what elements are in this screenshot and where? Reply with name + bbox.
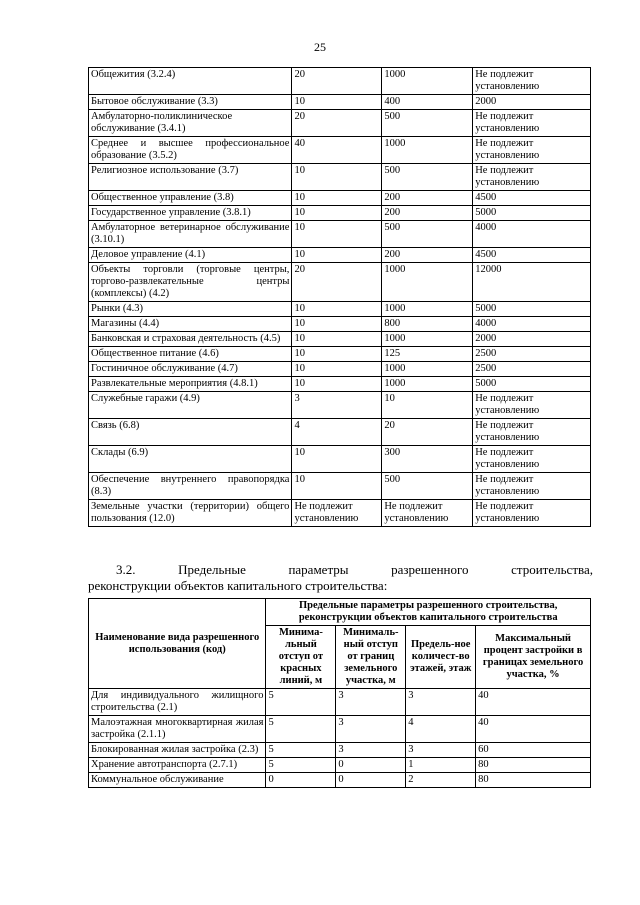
use-type-cell: Хранение автотранспорта (2.7.1) xyxy=(89,758,266,773)
use-type-cell: Банковская и страховая деятельность (4.5) xyxy=(89,332,292,347)
max-area-cell: Не подлежит установлению xyxy=(473,110,591,137)
table-row xyxy=(89,263,591,302)
table-row xyxy=(89,164,591,191)
use-type-cell: Склады (6.9) xyxy=(89,446,292,473)
header-building-percent: Максимальный процент застройки в границах земельного участка, % xyxy=(476,626,591,689)
table-row xyxy=(89,302,591,317)
red-line-setback-cell: 10 xyxy=(292,302,382,317)
use-type-cell: Общественное управление (3.8) xyxy=(89,191,292,206)
red-line-setback-cell: 5 xyxy=(266,743,336,758)
boundary-setback-cell: Не подлежит установлению xyxy=(382,500,473,527)
boundary-setback-cell: 1000 xyxy=(382,68,473,95)
boundary-setback-cell: 3 xyxy=(336,743,406,758)
red-line-setback-cell: 10 xyxy=(292,164,382,191)
floor-count-cell: 1 xyxy=(406,758,476,773)
boundary-setback-cell: 125 xyxy=(382,347,473,362)
parameters-table-2 xyxy=(88,598,591,788)
red-line-setback-cell: 10 xyxy=(292,206,382,221)
building-percent-cell: 40 xyxy=(476,689,591,716)
boundary-setback-cell: 1000 xyxy=(382,362,473,377)
boundary-setback-cell: 200 xyxy=(382,206,473,221)
max-area-cell: Не подлежит установлению xyxy=(473,446,591,473)
use-type-cell: Блокированная жилая застройка (2.3) xyxy=(89,743,266,758)
table-row xyxy=(89,419,591,446)
red-line-setback-cell: 10 xyxy=(292,347,382,362)
red-line-setback-cell: 10 xyxy=(292,317,382,332)
table-row xyxy=(89,392,591,419)
boundary-setback-cell: 0 xyxy=(336,758,406,773)
boundary-setback-cell: 3 xyxy=(336,689,406,716)
max-area-cell: Не подлежит установлению xyxy=(473,419,591,446)
use-type-cell: Объекты торговли (торговые центры, торгово-развлекательные центры (комплексы) (4.2) xyxy=(89,263,292,302)
use-type-cell: Обеспечение внутреннего правопорядка (8.3) xyxy=(89,473,292,500)
building-percent-cell: 80 xyxy=(476,758,591,773)
boundary-setback-cell: 0 xyxy=(336,773,406,788)
header-group-parameters: Предельные параметры разрешенного строительства, реконструкции объектов капитального строительства xyxy=(266,599,591,626)
floor-count-cell: 2 xyxy=(406,773,476,788)
boundary-setback-cell: 200 xyxy=(382,248,473,263)
use-type-cell: Магазины (4.4) xyxy=(89,317,292,332)
boundary-setback-cell: 1000 xyxy=(382,302,473,317)
table-row xyxy=(89,110,591,137)
use-type-cell: Развлекательные мероприятия (4.8.1) xyxy=(89,377,292,392)
boundary-setback-cell: 200 xyxy=(382,191,473,206)
red-line-setback-cell: 10 xyxy=(292,446,382,473)
max-area-cell: 4000 xyxy=(473,317,591,332)
red-line-setback-cell: 5 xyxy=(266,758,336,773)
table-row xyxy=(89,317,591,332)
building-percent-cell: 80 xyxy=(476,773,591,788)
max-area-cell: Не подлежит установлению xyxy=(473,68,591,95)
max-area-cell: Не подлежит установлению xyxy=(473,392,591,419)
table-row xyxy=(89,689,591,716)
table-row xyxy=(89,68,591,95)
max-area-cell: Не подлежит установлению xyxy=(473,500,591,527)
paragraph-line-2: реконструкции объектов капитального строительства: xyxy=(88,578,388,593)
red-line-setback-cell: 10 xyxy=(292,332,382,347)
boundary-setback-cell: 3 xyxy=(336,716,406,743)
red-line-setback-cell: 10 xyxy=(292,473,382,500)
table-row xyxy=(89,95,591,110)
building-percent-cell: 40 xyxy=(476,716,591,743)
boundary-setback-cell: 800 xyxy=(382,317,473,332)
table-row xyxy=(89,206,591,221)
use-type-cell: Религиозное использование (3.7) xyxy=(89,164,292,191)
red-line-setback-cell: 20 xyxy=(292,68,382,95)
page-number: 25 xyxy=(314,40,326,54)
max-area-cell: 5000 xyxy=(473,377,591,392)
table-row xyxy=(89,773,591,788)
table-row xyxy=(89,137,591,164)
use-type-cell: Амбулаторное ветеринарное обслуживание (3.10.1) xyxy=(89,221,292,248)
use-type-cell: Рынки (4.3) xyxy=(89,302,292,317)
boundary-setback-cell: 300 xyxy=(382,446,473,473)
boundary-setback-cell: 500 xyxy=(382,221,473,248)
table-row xyxy=(89,248,591,263)
max-area-cell: 2500 xyxy=(473,347,591,362)
red-line-setback-cell: 4 xyxy=(292,419,382,446)
table-row xyxy=(89,221,591,248)
red-line-setback-cell: 10 xyxy=(292,377,382,392)
use-type-cell: Для индивидуального жилищного строительства (2.1) xyxy=(89,689,266,716)
section-paragraph xyxy=(88,562,593,594)
max-area-cell: Не подлежит установлению xyxy=(473,473,591,500)
red-line-setback-cell: 20 xyxy=(292,263,382,302)
table-row xyxy=(89,191,591,206)
use-type-cell: Коммунальное обслуживание xyxy=(89,773,266,788)
floor-count-cell: 4 xyxy=(406,716,476,743)
use-type-cell: Среднее и высшее профессиональное образование (3.5.2) xyxy=(89,137,292,164)
table-row xyxy=(89,758,591,773)
table-row xyxy=(89,446,591,473)
floor-count-cell: 3 xyxy=(406,743,476,758)
use-type-cell: Земельные участки (территории) общего пользования (12.0) xyxy=(89,500,292,527)
header-boundary-setback: Минималь-ный отступ от границ земельного участка, м xyxy=(336,626,406,689)
use-type-cell: Амбулаторно-поликлиническое обслуживание (3.4.1) xyxy=(89,110,292,137)
paragraph-line-1: 3.2. Предельные параметры разрешенного строительства, xyxy=(116,562,593,577)
red-line-setback-cell: 3 xyxy=(292,392,382,419)
max-area-cell: 4500 xyxy=(473,191,591,206)
building-percent-cell: 60 xyxy=(476,743,591,758)
table-row xyxy=(89,716,591,743)
boundary-setback-cell: 1000 xyxy=(382,377,473,392)
land-use-table-1 xyxy=(88,67,591,527)
max-area-cell: 5000 xyxy=(473,302,591,317)
floor-count-cell: 3 xyxy=(406,689,476,716)
red-line-setback-cell: 10 xyxy=(292,248,382,263)
use-type-cell: Государственное управление (3.8.1) xyxy=(89,206,292,221)
use-type-cell: Общественное питание (4.6) xyxy=(89,347,292,362)
use-type-cell: Общежития (3.2.4) xyxy=(89,68,292,95)
max-area-cell: Не подлежит установлению xyxy=(473,164,591,191)
red-line-setback-cell: 10 xyxy=(292,191,382,206)
use-type-cell: Служебные гаражи (4.9) xyxy=(89,392,292,419)
boundary-setback-cell: 1000 xyxy=(382,332,473,347)
table-row xyxy=(89,500,591,527)
boundary-setback-cell: 10 xyxy=(382,392,473,419)
red-line-setback-cell: 10 xyxy=(292,362,382,377)
max-area-cell: 2000 xyxy=(473,95,591,110)
max-area-cell: Не подлежит установлению xyxy=(473,137,591,164)
red-line-setback-cell: 40 xyxy=(292,137,382,164)
max-area-cell: 4500 xyxy=(473,248,591,263)
boundary-setback-cell: 1000 xyxy=(382,263,473,302)
table-row xyxy=(89,332,591,347)
max-area-cell: 4000 xyxy=(473,221,591,248)
boundary-setback-cell: 500 xyxy=(382,110,473,137)
max-area-cell: 5000 xyxy=(473,206,591,221)
red-line-setback-cell: 10 xyxy=(292,221,382,248)
table-row xyxy=(89,377,591,392)
max-area-cell: 2000 xyxy=(473,332,591,347)
header-floor-count: Предель-ное количест-во этажей, этаж xyxy=(406,626,476,689)
boundary-setback-cell: 20 xyxy=(382,419,473,446)
red-line-setback-cell: 0 xyxy=(266,773,336,788)
table-row xyxy=(89,362,591,377)
header-red-line-setback: Минима-льный отступ от красных линий, м xyxy=(266,626,336,689)
header-use-type: Наименование вида разрешенного использования (код) xyxy=(89,599,266,689)
boundary-setback-cell: 1000 xyxy=(382,137,473,164)
use-type-cell: Малоэтажная многоквартирная жилая застройка (2.1.1) xyxy=(89,716,266,743)
boundary-setback-cell: 500 xyxy=(382,473,473,500)
use-type-cell: Бытовое обслуживание (3.3) xyxy=(89,95,292,110)
table-row xyxy=(89,473,591,500)
use-type-cell: Деловое управление (4.1) xyxy=(89,248,292,263)
boundary-setback-cell: 500 xyxy=(382,164,473,191)
red-line-setback-cell: 5 xyxy=(266,689,336,716)
boundary-setback-cell: 400 xyxy=(382,95,473,110)
use-type-cell: Гостиничное обслуживание (4.7) xyxy=(89,362,292,377)
use-type-cell: Связь (6.8) xyxy=(89,419,292,446)
red-line-setback-cell: 20 xyxy=(292,110,382,137)
red-line-setback-cell: 10 xyxy=(292,95,382,110)
table-row xyxy=(89,743,591,758)
red-line-setback-cell: Не подлежит установлению xyxy=(292,500,382,527)
max-area-cell: 2500 xyxy=(473,362,591,377)
red-line-setback-cell: 5 xyxy=(266,716,336,743)
max-area-cell: 12000 xyxy=(473,263,591,302)
table-row xyxy=(89,347,591,362)
